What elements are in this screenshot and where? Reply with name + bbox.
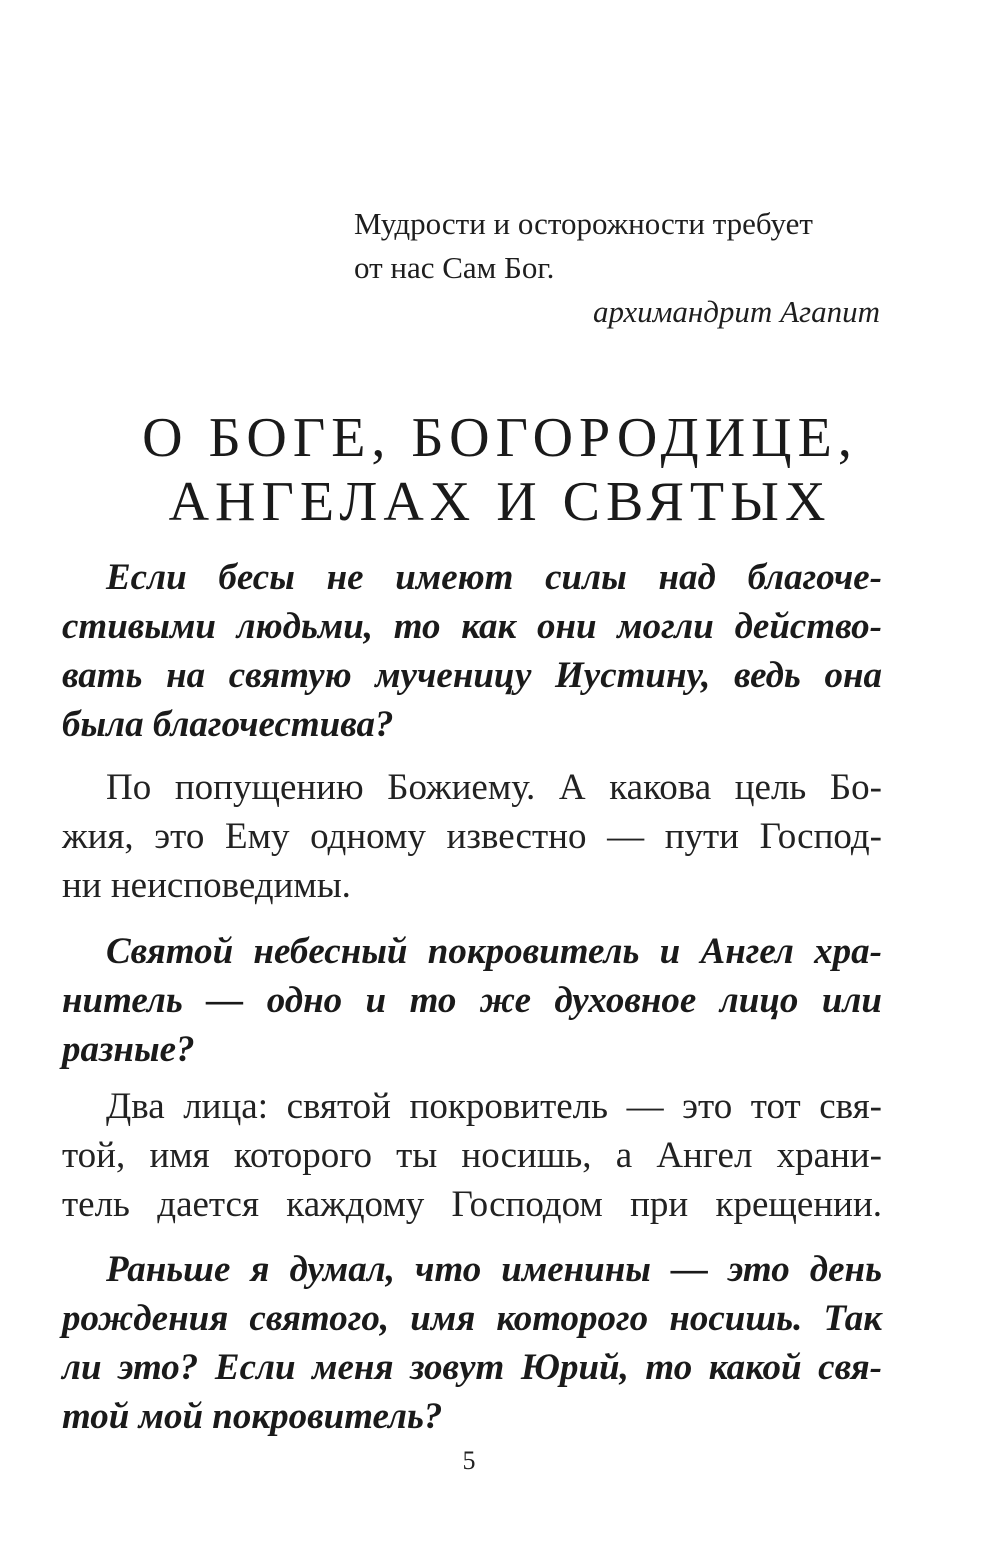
- chapter-title-line: АНГЕЛАХ И СВЯТЫХ: [168, 471, 832, 533]
- page-number: 5: [462, 1446, 476, 1475]
- answer-line: тель дается каждому Господом при крещении.: [62, 1184, 882, 1225]
- question-line: разные?: [62, 1029, 195, 1070]
- question-line: была благочестива?: [62, 704, 394, 745]
- question-line: Если бесы не имеют силы над благоче-: [106, 557, 882, 598]
- question-line: нитель — одно и то же духовное лицо или: [62, 980, 882, 1021]
- chapter-title: [60, 406, 940, 534]
- epigraph: [354, 202, 894, 334]
- answer-line: По попущению Божиему. А какова цель Бо-: [106, 767, 882, 808]
- answer-1: [62, 763, 882, 910]
- answer-line: той, имя которого ты носишь, а Ангел храни-: [62, 1135, 882, 1176]
- epigraph-line: Мудрости и осторожности требует: [354, 206, 813, 241]
- answer-line: ни неисповедимы.: [62, 865, 351, 906]
- question-line: ли это? Если меня зовут Юрий, то какой свя-: [62, 1347, 882, 1388]
- epigraph-author: архимандрит Агапит: [592, 294, 880, 329]
- question-line: Раньше я думал, что именины — это день: [106, 1249, 882, 1290]
- epigraph-line: от нас Сам Бог.: [354, 250, 555, 285]
- question-line: вать на святую мученицу Иустину, ведь она: [62, 655, 882, 696]
- question-line: той мой покровитель?: [62, 1396, 443, 1437]
- question-3: [62, 1245, 882, 1441]
- answer-2: [62, 1082, 882, 1229]
- question-line: рождения святого, имя которого носишь. Так: [62, 1298, 882, 1339]
- question-2: [62, 927, 882, 1074]
- question-1: [62, 553, 882, 749]
- answer-line: жия, это Ему одному известно — пути Господ-: [62, 816, 882, 857]
- answer-line: Два лица: святой покровитель — это тот свя-: [106, 1086, 882, 1127]
- chapter-title-line: О БОГЕ, БОГОРОДИЦЕ,: [142, 407, 858, 469]
- question-line: стивыми людьми, то как они могли действо-: [62, 606, 882, 647]
- question-line: Святой небесный покровитель и Ангел хра-: [106, 931, 882, 972]
